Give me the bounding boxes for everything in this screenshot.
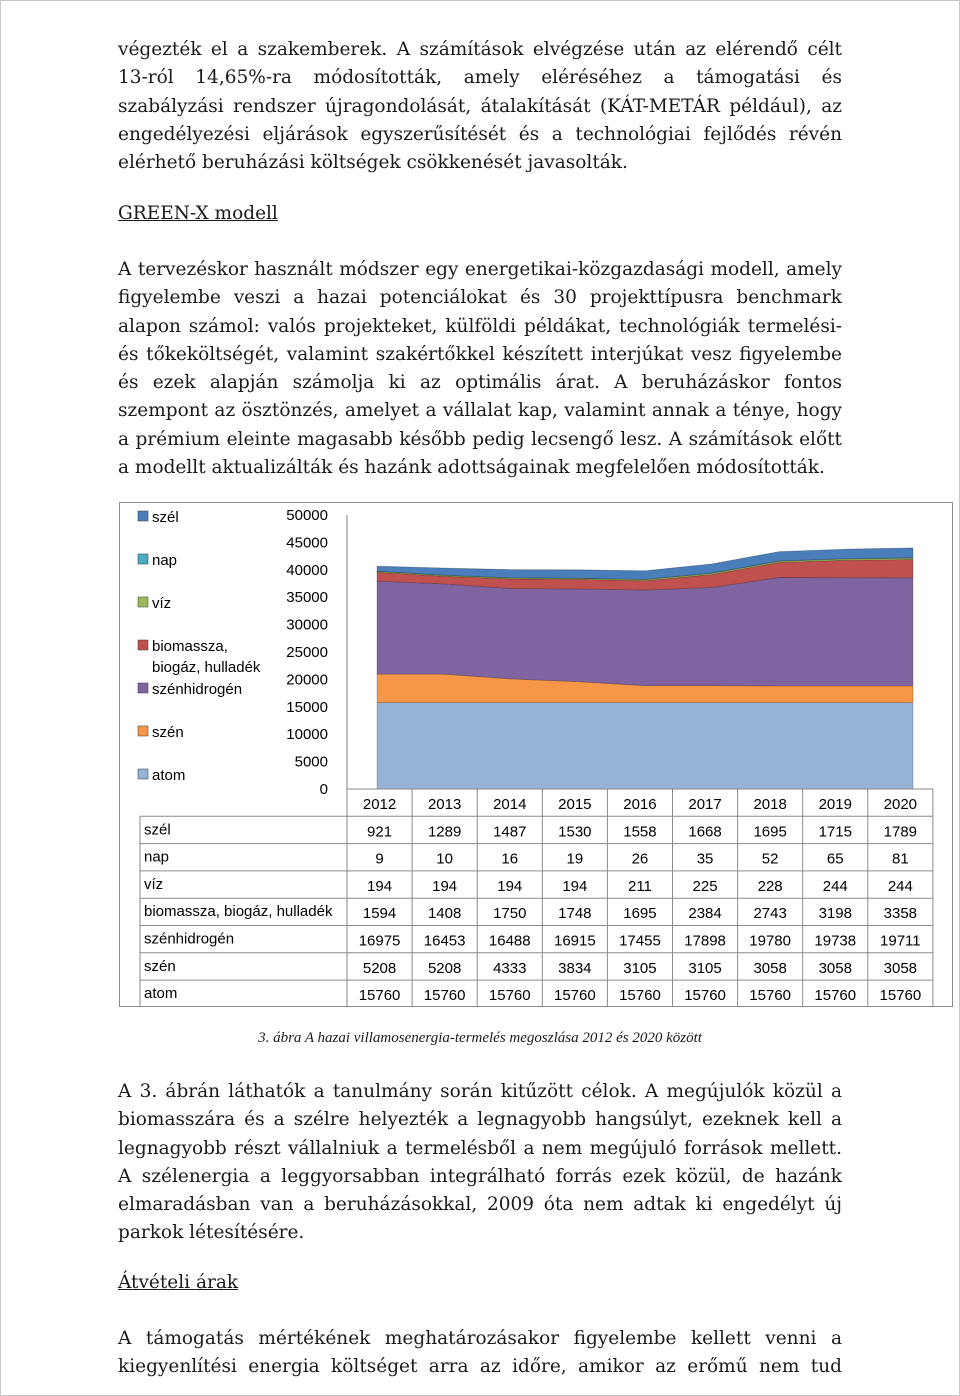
table-cell-value: 16453 [423,932,466,950]
table-cell-value: 16975 [358,932,401,950]
table-cell-value: 35 [696,850,714,868]
legend-label: víz [152,595,172,612]
legend-label: szénhidrogén [152,681,243,698]
x-category-label: 2013 [427,796,462,813]
table-cell-value: 5208 [362,959,397,977]
table-cell-value: 19 [566,850,584,868]
table-cell-value: 65 [826,850,844,868]
table-row-label: atom [144,985,178,1003]
table-cell-value: 194 [562,877,588,895]
x-category-label: 2017 [688,796,722,813]
chart-svg [120,503,952,1006]
table-cell-value: 3058 [753,959,787,977]
y-tick-label: 15000 [286,698,328,716]
table-cell-value: 211 [627,877,652,895]
table-cell-value: 1487 [493,823,527,841]
y-tick-label: 50000 [286,507,328,524]
legend-swatch [138,511,148,521]
table-cell-value: 81 [892,850,909,868]
table-cell-value: 1695 [623,905,657,923]
table-cell-value: 1750 [493,905,527,923]
table-cell-value: 194 [432,877,458,895]
table-cell-value: 3198 [818,905,852,923]
table-cell-value: 194 [367,877,393,895]
table-cell-value: 15760 [358,987,401,1005]
legend-swatch [138,769,148,779]
table-cell-value: 16915 [553,932,596,950]
table-cell-value: 3358 [883,905,918,923]
table-cell-value: 26 [631,850,649,868]
table-cell-value: 3058 [818,959,852,977]
heading-green-x: GREEN-X modell [118,203,278,224]
table-cell-value: 15760 [749,987,792,1005]
legend-swatch [138,726,148,736]
paragraph-green-x: A tervezéskor használt módszer egy energetikai-közgazdasági modell, amely figyelembe veszi a hazai potenciálokat és 30 projekttípusra benchmark alapon számol: valós projekteket, külföldi példákat, technológiák termelési- és tőkeköltségét, valamint szakértőkkel készített interjúkat vesz figyelembe és ezek alapján számolja ki az optimális árat. A beruházáskor fontos szempont az ösztönzés, amelyet a vállalat kap, valamint annak a ténye, hogy a prémium eleinte magasabb később pedig lecsengő lesz. A számítások előtt a modellt aktualizálták és hazánk adottságainak megfelelően módosították. [118,259,842,479]
table-cell-value: 5208 [427,959,462,977]
figure-caption: 3. ábra A hazai villamosenergia-termelés megoszlása 2012 és 2020 között [258,1030,702,1046]
table-cell-value: 1668 [688,823,722,841]
table-row-label: biomassza, biogáz, hulladék [144,903,333,921]
table-cell-value: 2384 [688,905,722,923]
y-tick-label: 10000 [286,726,328,744]
table-cell-value: 1594 [362,905,397,923]
y-tick-label: 25000 [286,644,328,661]
legend-swatch [138,683,148,693]
area-atom [377,703,913,789]
y-tick-label: 20000 [286,671,328,689]
paragraph-support: A támogatás mértékének meghatározásakor figyelembe kellett venni a kiegyenlítési energia költséget arra az időre, amikor az erőmű nem tud [118,1328,842,1378]
table-cell-value: 15760 [879,987,922,1005]
table-cell-value: 2743 [753,905,787,923]
table-cell-value: 19711 [880,932,921,950]
table-cell-value: 17455 [619,932,661,950]
table-cell-value: 1715 [818,823,852,841]
table-row-label: szén [144,957,176,975]
legend-swatch [138,640,148,650]
table-cell-value: 921 [367,823,393,841]
x-category-label: 2012 [362,796,397,813]
paragraph-targets: A 3. ábrán láthatók a tanulmány során kitűzött célok. A megújulók közül a biomasszára és a szélre helyezték a legnagyobb hangsúlyt, ezeknek kell a legnagyobb részt vállalniuk a termelésből a nem megújuló források mellett. A szélenergia a leggyorsabban integrálható forrás ezek közül, de hazánk elmaradásban van a beruházásokkal, 2009 óta nem adtak ki engedélyt új parkok létesítésére. [118,1081,842,1244]
table-cell-value: 15760 [684,987,726,1005]
legend-label: atom [152,767,186,784]
table-cell-value: 15760 [814,987,857,1005]
table-cell-value: 244 [887,877,913,895]
table-cell-value: 15760 [619,987,661,1005]
x-category-label: 2020 [883,796,918,813]
table-cell-value: 1748 [558,905,592,923]
legend-swatch [138,554,148,564]
table-row-label: nap [144,848,170,866]
table-cell-value: 16 [501,850,519,868]
table-cell-value: 1695 [753,823,787,841]
table-cell-value: 3834 [558,959,592,977]
y-tick-label: 0 [319,781,328,798]
heading-atveteli-arak: Átvételi árak [118,1272,239,1293]
table-cell-value: 10 [436,850,453,868]
table-cell-value: 19780 [749,932,792,950]
table-cell-value: 15760 [553,987,596,1005]
y-tick-label: 40000 [286,561,328,579]
table-row-label: szél [144,821,171,839]
table-cell-value: 3058 [883,959,918,977]
x-category-label: 2014 [493,796,527,813]
table-cell-value: 244 [822,877,848,895]
table-cell-value: 194 [497,877,523,895]
table-cell-value: 225 [692,877,718,895]
y-tick-label: 5000 [294,753,328,771]
legend-label: nap [152,552,178,569]
area-szénhidrogén [377,578,913,686]
table-row-label: víz [144,875,164,893]
table-cell-value: 1530 [558,823,592,841]
table-cell-value: 19738 [814,932,857,950]
legend-label: szél [152,509,179,526]
table-cell-value: 1408 [427,905,462,923]
table-cell-value: 228 [757,877,783,895]
table-cell-value: 1289 [427,823,462,841]
table-cell-value: 15760 [423,987,466,1005]
y-tick-label: 45000 [286,534,328,552]
x-category-label: 2016 [623,796,657,813]
x-category-label: 2015 [558,796,592,813]
x-category-label: 2019 [818,796,852,813]
table-cell-value: 4333 [493,959,527,977]
legend-swatch [138,597,148,607]
y-tick-label: 30000 [286,616,328,634]
legend-label: biogáz, hulladék [152,659,261,676]
table-cell-value: 52 [761,850,779,868]
paragraph-intro: végezték el a szakemberek. A számítások elvégzése után az elérendő célt 13-ról 14,65%-ra módosították, amely eléréséhez a támogatási és szabályzási rendszer újragondolását, átalakítását (KÁT-METÁR például), az engedélyezési eljárások egyszerűsítését és a technológiai fejlődés révén elérhető beruházási költségek csökkenését javasolták. [118,39,842,174]
y-tick-label: 35000 [286,589,328,607]
table-cell-value: 9 [375,850,384,868]
table-cell-value: 3105 [623,959,657,977]
table-cell-value: 15760 [488,987,531,1005]
x-category-label: 2018 [753,796,787,813]
table-cell-value: 1558 [623,823,657,841]
chart-area-stacked [119,502,953,1007]
table-cell-value: 16488 [488,932,531,950]
table-cell-value: 1789 [883,823,918,841]
table-cell-value: 3105 [688,959,722,977]
table-row-label: szénhidrogén [144,930,235,948]
legend-label: szén [152,724,184,741]
table-cell-value: 17898 [684,932,726,950]
legend-label: biomassza, [152,638,228,655]
